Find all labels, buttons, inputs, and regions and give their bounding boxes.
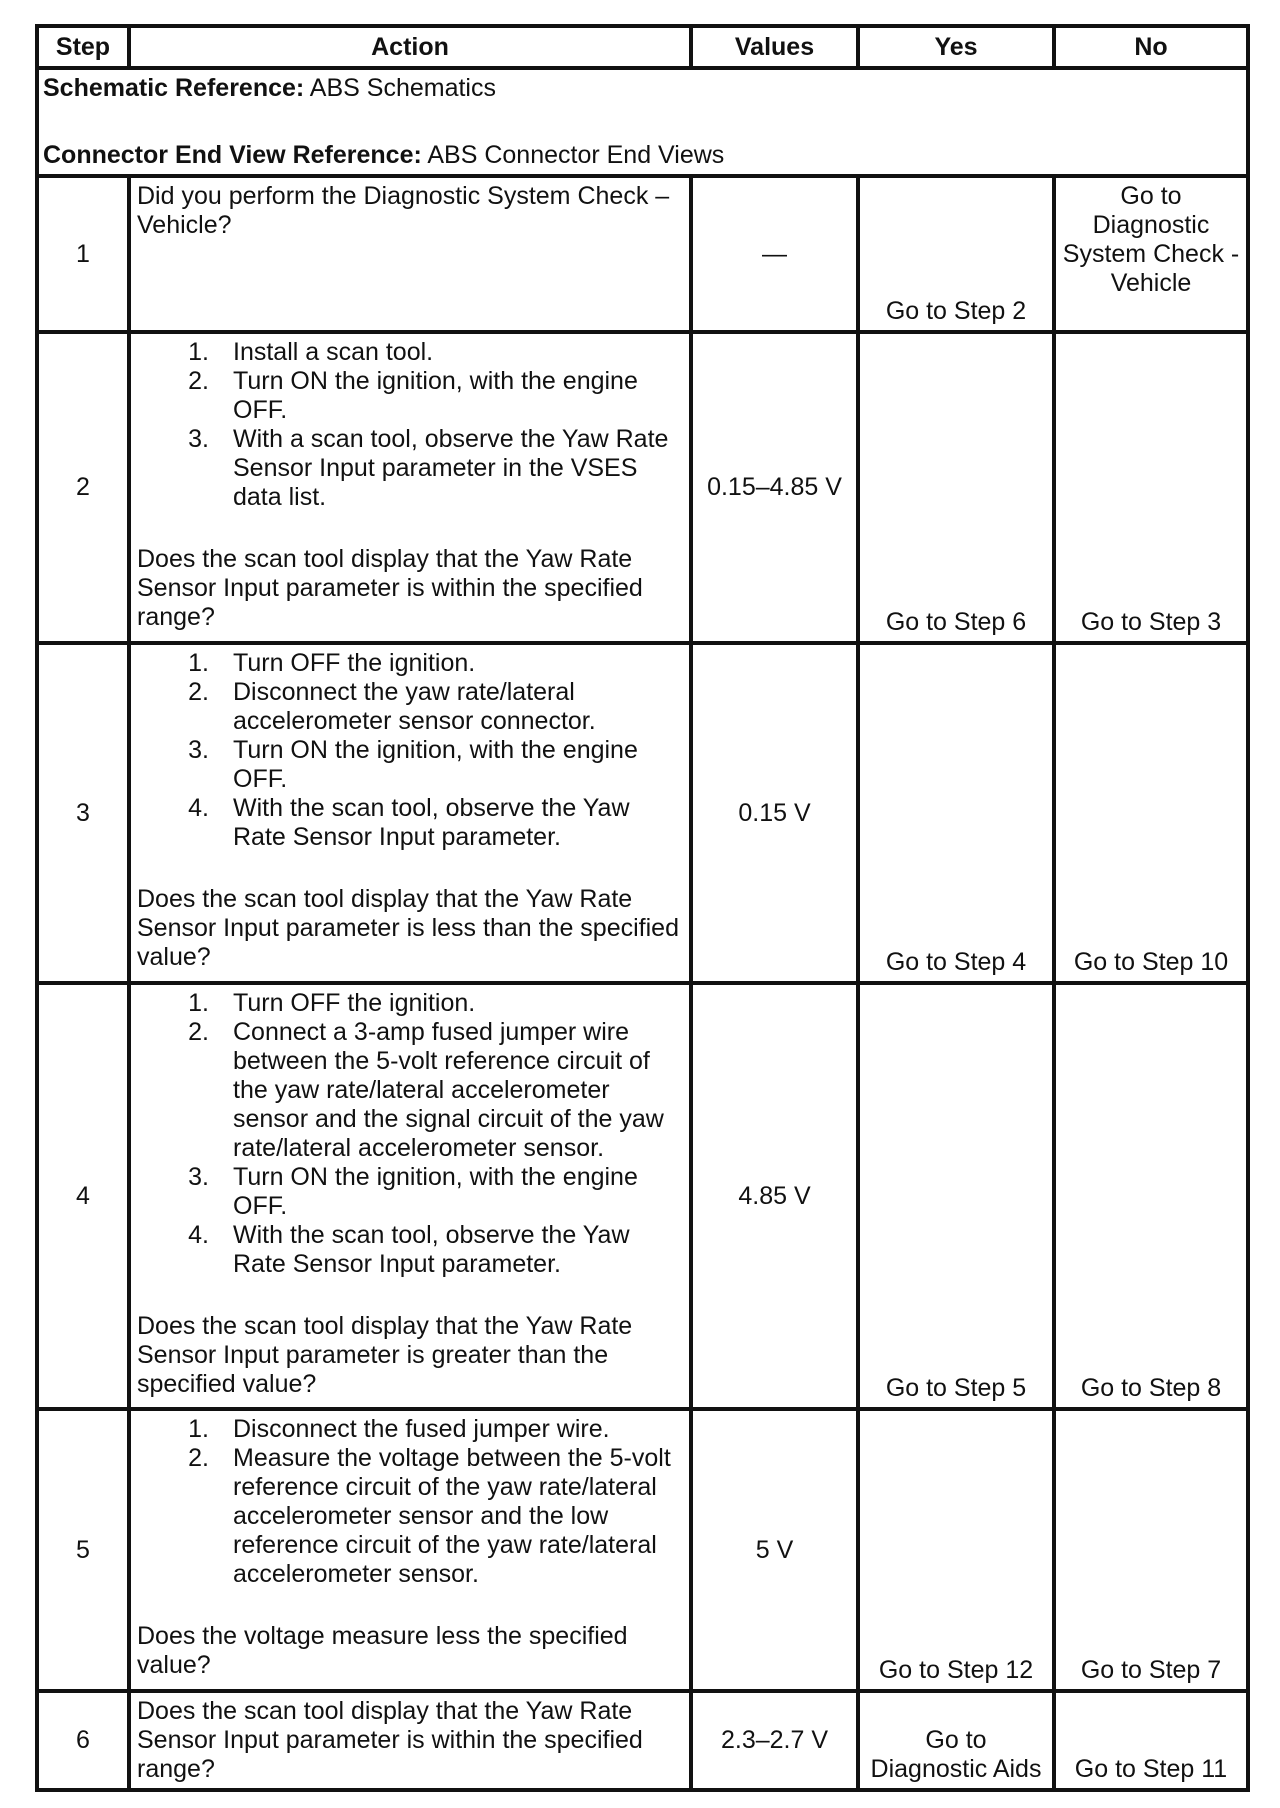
reference-cell — [37, 68, 1248, 176]
no-cell: Go to Step 10 — [1054, 643, 1248, 983]
connector-reference-value: ABS Connector End Views — [421, 141, 725, 169]
action-cell — [129, 176, 691, 332]
action-cell — [129, 643, 691, 983]
connector-reference-label: Connector End View Reference: — [43, 141, 422, 169]
list-item: 1. Turn OFF the ignition. — [188, 989, 476, 1017]
header-yes: Yes — [858, 26, 1054, 68]
list-item: 1. Turn OFF the ignition. — [188, 649, 476, 677]
no-cell: Go to Step 11 — [1054, 1691, 1248, 1790]
action-question: Did you perform the Diagnostic System Check – Vehicle? — [137, 182, 670, 239]
value-cell: — — [691, 176, 858, 332]
yes-cell: Go to Step 2 — [858, 176, 1054, 332]
header-step: Step — [37, 26, 129, 68]
no-cell: Go to Step 8 — [1054, 983, 1248, 1409]
list-item: 1. Install a scan tool. — [188, 338, 434, 366]
action-cell — [129, 332, 691, 643]
action-steps — [137, 989, 683, 1279]
schematic-reference-label: Schematic Reference: — [43, 74, 305, 102]
no-cell: Go to Step 7 — [1054, 1409, 1248, 1691]
list-item: 3. Turn ON the ignition, with the engine OFF. — [188, 736, 638, 793]
step-number: 3 — [37, 643, 129, 983]
list-item: 4. With the scan tool, observe the Yaw Rate Sensor Input parameter. — [188, 1221, 630, 1278]
no-cell: Go to Step 3 — [1054, 332, 1248, 643]
connector-reference — [43, 141, 1240, 170]
header-values: Values — [691, 26, 858, 68]
action-question: Does the voltage measure less the specified value? — [137, 1622, 628, 1679]
list-item: 3. With a scan tool, observe the Yaw Rate Sensor Input parameter in the VSES data list. — [188, 425, 669, 511]
value-cell: 2.3–2.7 V — [691, 1691, 858, 1790]
action-question: Does the scan tool display that the Yaw Rate Sensor Input parameter is greater than the specified value? — [137, 1312, 633, 1398]
header-row — [37, 26, 1248, 68]
header-no: No — [1054, 26, 1248, 68]
table-row — [37, 1409, 1248, 1691]
header-action: Action — [129, 26, 691, 68]
list-item: 4. With the scan tool, observe the Yaw Rate Sensor Input parameter. — [188, 794, 630, 851]
table-row — [37, 176, 1248, 332]
value-cell: 5 V — [691, 1409, 858, 1691]
yes-cell: Go to Step 5 — [858, 983, 1054, 1409]
no-cell: Go to Diagnostic System Check - Vehicle — [1054, 176, 1248, 332]
table-row — [37, 1691, 1248, 1790]
yes-cell: Go to Step 6 — [858, 332, 1054, 643]
list-item: 2. Measure the voltage between the 5-volt reference circuit of the yaw rate/lateral accelerometer sensor and the low reference circuit of the yaw rate/lateral accelerometer sensor. — [188, 1444, 671, 1588]
diagnostic-table-sheet — [35, 24, 1246, 1792]
yes-cell: Go to Step 4 — [858, 643, 1054, 983]
list-item: 2. Turn ON the ignition, with the engine OFF. — [188, 367, 638, 424]
reference-row — [37, 68, 1248, 176]
yes-cell: Go to Diagnostic Aids — [858, 1691, 1054, 1790]
list-item: 2. Connect a 3-amp fused jumper wire between the 5-volt reference circuit of the yaw rate/lateral accelerometer sensor and the signal circuit of the yaw rate/lateral accelerometer sensor. — [188, 1018, 664, 1162]
action-cell — [129, 1409, 691, 1691]
action-question: Does the scan tool display that the Yaw Rate Sensor Input parameter is within the specified range? — [137, 545, 643, 631]
action-question: Does the scan tool display that the Yaw Rate Sensor Input parameter is within the specified range? — [137, 1697, 643, 1783]
step-number: 4 — [37, 983, 129, 1409]
action-question: Does the scan tool display that the Yaw Rate Sensor Input parameter is less than the specified value? — [137, 885, 679, 971]
table-row — [37, 332, 1248, 643]
diagnostic-table — [35, 24, 1250, 1792]
step-number: 2 — [37, 332, 129, 643]
action-cell — [129, 1691, 691, 1790]
list-item: 2. Disconnect the yaw rate/lateral accelerometer sensor connector. — [188, 678, 596, 735]
yes-cell: Go to Step 12 — [858, 1409, 1054, 1691]
action-cell — [129, 983, 691, 1409]
step-number: 5 — [37, 1409, 129, 1691]
action-steps — [137, 338, 683, 512]
list-item: 1. Disconnect the fused jumper wire. — [188, 1415, 610, 1443]
value-cell: 0.15–4.85 V — [691, 332, 858, 643]
list-item: 3. Turn ON the ignition, with the engine OFF. — [188, 1163, 638, 1220]
action-steps — [137, 649, 683, 852]
step-number: 1 — [37, 176, 129, 332]
value-cell: 4.85 V — [691, 983, 858, 1409]
table-row — [37, 643, 1248, 983]
table-row — [37, 983, 1248, 1409]
action-steps — [137, 1415, 683, 1589]
value-cell: 0.15 V — [691, 643, 858, 983]
step-number: 6 — [37, 1691, 129, 1790]
schematic-reference — [43, 74, 1240, 103]
schematic-reference-value: ABS Schematics — [304, 74, 496, 102]
